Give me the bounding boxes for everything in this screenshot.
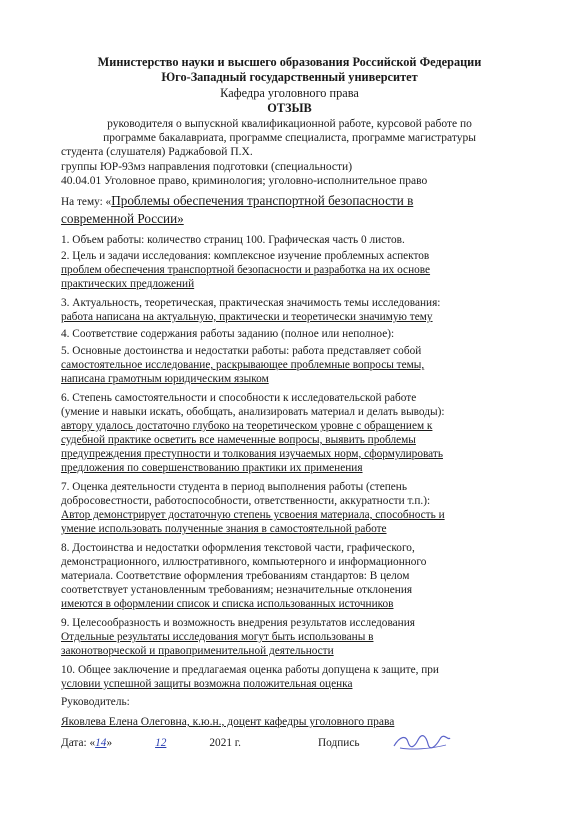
item-9-line-2: Отдельные результаты исследования могут быть использованы в [61, 631, 374, 643]
item-8-line-2: демонстрационного, иллюстративного, компьютерного и информационного [61, 556, 427, 568]
department-name: Кафедра уголовного права [220, 86, 359, 100]
item-8-line-1: 8. Достоинства и недостатки оформления текстовой части, графического, [61, 542, 415, 554]
date-day: 14 [95, 737, 107, 749]
document-title: ОТЗЫВ [267, 101, 312, 115]
item-9-line-1: 9. Целесообразность и возможность внедрения результатов исследования [61, 617, 415, 629]
signature-image [392, 732, 452, 752]
item-6-line-5: предупреждения преступности и толкования изучаемых норм, сформулировать [61, 448, 443, 460]
item-7-line-4: умение использовать полученные знания в самостоятельной работе [61, 523, 387, 535]
department-title [0, 86, 579, 101]
item-6-line-2: (умение и навыки искать, обобщать, анализировать материал и делать выводы): [61, 406, 445, 418]
date-label: Дата: « [61, 737, 96, 749]
supervisor-name: Яковлева Елена Олеговна, к.ю.н., доцент кафедры уголовного права [61, 716, 395, 728]
topic-prefix: На тему: « [61, 196, 112, 208]
item-3-line-1: 3. Актуальность, теоретическая, практическая значимость темы исследования: [61, 297, 441, 309]
signature-label: Подпись [318, 737, 360, 749]
item-6-line-6: предложения по совершенствованию практики их применения [61, 462, 363, 474]
item-2-line-1: 2. Цель и задачи исследования: комплексное изучение проблемных аспектов [61, 250, 430, 262]
date-month: 12 [155, 737, 167, 749]
item-10-line-2: условии успешной защиты возможна положительная оценка [61, 678, 353, 690]
date-year: 2021 г. [209, 737, 241, 749]
item-8-line-4: соответствует установленным требованиям; незначительные отклонения [61, 584, 413, 596]
topic-title-2: современной России» [61, 211, 184, 226]
item-9-line-3: законотворческой и правоприменительной деятельности [61, 645, 334, 657]
supervisor-label: Руководитель: [61, 696, 130, 708]
item-10-line-1: 10. Общее заключение и предлагаемая оценка работы допущена к защите, при [61, 664, 439, 676]
date-line [61, 737, 241, 750]
item-7-line-1: 7. Оценка деятельности студента в период выполнения работы (степень [61, 481, 407, 493]
intro-line-1: руководителя о выпускной квалификационной работе, курсовой работе по [107, 118, 472, 130]
item-4: 4. Соответствие содержания работы заданию (полное или неполное): [61, 328, 395, 340]
item-6-line-1: 6. Степень самостоятельности и способности к исследовательской работе [61, 392, 417, 404]
topic-title-1: Проблемы обеспечения транспортной безопасности в [111, 193, 414, 208]
date-quote-close: » [106, 737, 118, 749]
item-6-line-3: автору удалось достаточно глубоко на теоретическом уровне с обращением к [61, 420, 433, 432]
student-line: студента (слушателя) Раджабовой П.Х. [61, 146, 253, 158]
item-2-line-3: практических предложений [61, 278, 195, 290]
item-6-line-4: судебной практике осветить все намеченные вопросы, выявить проблемы [61, 434, 416, 446]
item-7-line-3: Автор демонстрирует достаточную степень усвоения материала, способность и [61, 509, 445, 521]
item-5-line-2: самостоятельное исследование, раскрывающее проблемные вопросы темы, [61, 359, 425, 371]
university-title: Юго-Западный государственный университет [161, 70, 418, 84]
item-8-line-5: имеются в оформлении список и списка использованных источников [61, 598, 394, 610]
item-5-line-3: написана грамотным юридическим языком [61, 373, 269, 385]
intro-line-2: программе бакалавриата, программе специалиста, программе магистратуры [103, 132, 476, 144]
group-line: группы ЮР-93мз направления подготовки (специальности) [61, 161, 353, 173]
item-3-line-2: работа написана на актуальную, практически и теоретически значимую тему [61, 311, 433, 323]
topic-line-1 [61, 193, 413, 209]
item-2-line-2: проблем обеспечения транспортной безопасности и разработка на их основе [61, 264, 431, 276]
ministry-title: Министерство науки и высшего образования Российской Федерации [97, 55, 482, 69]
item-8-line-3: материала. Соответствие оформления требованиям стандартов: В целом [61, 570, 410, 582]
item-1: 1. Объем работы: количество страниц 100. Графическая часть 0 листов. [61, 234, 405, 246]
item-7-line-2: добросовестности, работоспособности, ответственности, аккуратности т.п.): [61, 495, 431, 507]
specialty-line: 40.04.01 Уголовное право, криминология; уголовно-исполнительное право [61, 175, 428, 187]
item-5-line-1: 5. Основные достоинства и недостатки работы: работа представляет собой [61, 345, 422, 357]
